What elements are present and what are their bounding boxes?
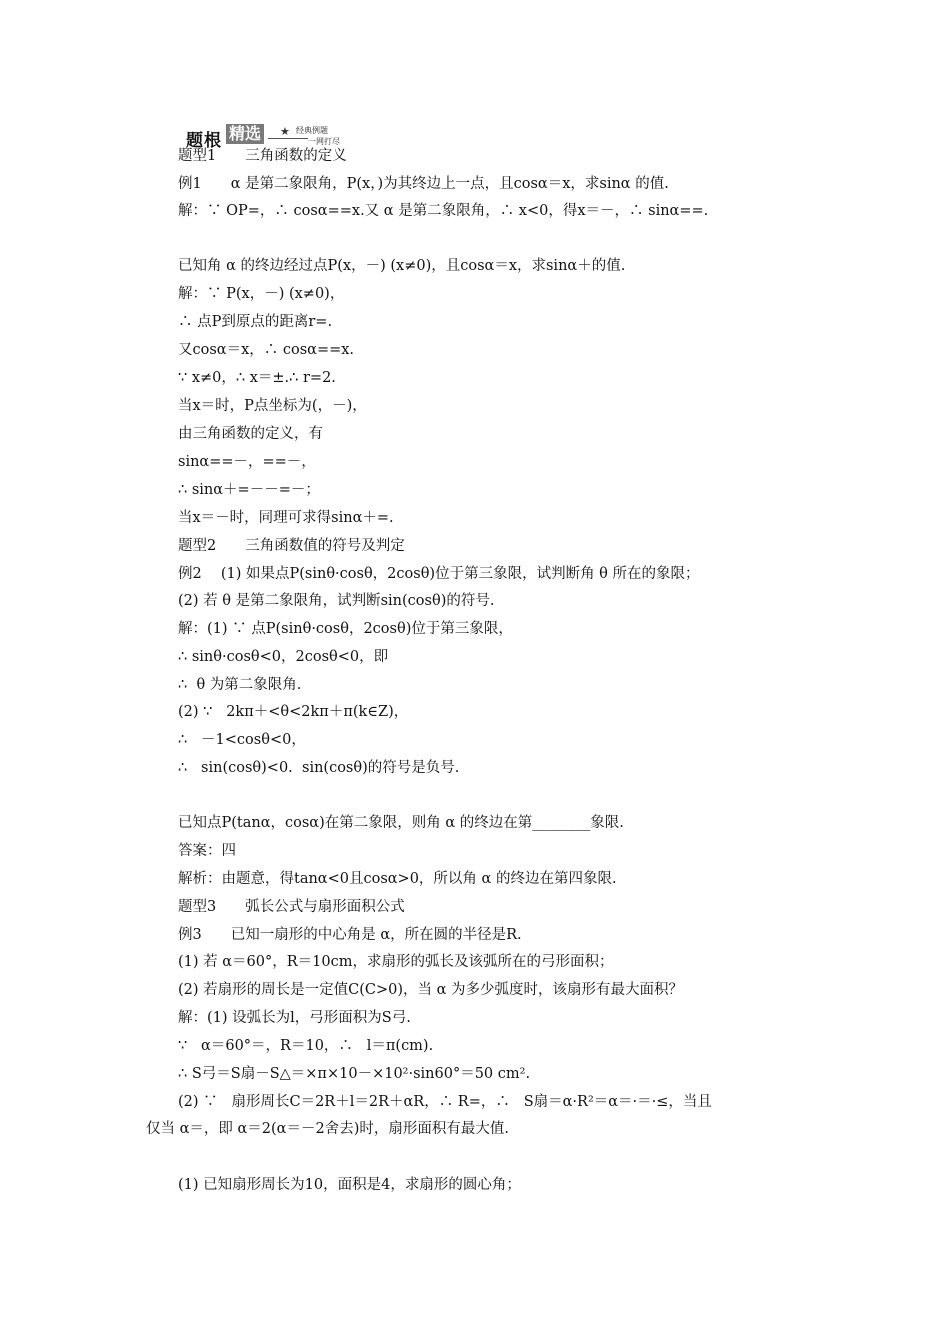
text-line: 解：(1) ∵ 点P(sinθ·cosθ，2cosθ)位于第三象限， bbox=[178, 621, 513, 637]
star-icon: ★ bbox=[280, 125, 290, 138]
text-line: 例1 α 是第二象限角，P(x，)为其终边上一点，且cosα＝x，求sinα 的值. bbox=[178, 176, 669, 192]
text-line: ∴ sinα＋=－－=－； bbox=[178, 482, 320, 498]
text-line: 例3 已知一扇形的中心角是 α，所在圆的半径是R. bbox=[178, 927, 522, 943]
text-line: (2) ∵ 扇形周长C＝2R＋l＝2R＋αR，∴ R=，∴ S扇＝α·R²＝α＝·＝·≤，当且 bbox=[178, 1094, 712, 1110]
text-line: ∴ θ 为第二象限角. bbox=[178, 677, 302, 693]
banner-title: 题根 bbox=[186, 131, 222, 151]
text-line: ∴ S弓＝S扇－S△＝×π×10－×10²·sin60°＝50 cm². bbox=[178, 1066, 531, 1082]
text-line: ∴ －1<cosθ<0， bbox=[178, 732, 306, 748]
text-line: 解析：由题意，得tanα<0且cosα>0，所以角 α 的终边在第四象限. bbox=[178, 871, 617, 887]
text-line: 解：∵ OP=，∴ cosα==x.又 α 是第二象限角，∴ x<0，得x＝－，∴ sinα==. bbox=[178, 203, 709, 219]
text-line: 题型1 三角函数的定义 bbox=[178, 148, 347, 164]
text-line: 解：(1) 设弧长为l，弓形面积为S弓. bbox=[178, 1010, 411, 1026]
text-line: 当x＝－时，同理可求得sinα＋=. bbox=[178, 510, 394, 526]
text-line: 又cosα＝x，∴ cosα==x. bbox=[178, 342, 355, 358]
text-line: ∵ α＝60°＝，R＝10，∴ l＝π(cm). bbox=[178, 1038, 434, 1054]
text-line: ∴ sin(cosθ)<0. sin(cosθ)的符号是负号. bbox=[178, 760, 460, 776]
text-line: 仅当 α＝，即 α＝2(α＝－2舍去)时，扇形面积有最大值. bbox=[146, 1121, 509, 1137]
banner-rule bbox=[268, 138, 308, 139]
text-line: sinα==－，==－， bbox=[178, 454, 316, 470]
text-line: 由三角函数的定义，有 bbox=[178, 426, 323, 442]
text-line: 已知角 α 的终边经过点P(x，－) (x≠0)，且cosα＝x，求sinα＋的值. bbox=[178, 258, 626, 274]
banner-subtitle-1: 经典例题 bbox=[296, 126, 328, 135]
text-line: 题型3 弧长公式与扇形面积公式 bbox=[178, 899, 405, 915]
text-line: (1) 若 α＝60°，R＝10cm，求扇形的弧长及该弧所在的弓形面积； bbox=[178, 954, 614, 970]
text-line: 题型2 三角函数值的符号及判定 bbox=[178, 538, 405, 554]
text-line: (2) 若 θ 是第二象限角，试判断sin(cosθ)的符号. bbox=[178, 593, 495, 609]
text-line: ∵ x≠0，∴ x＝±.∴ r=2. bbox=[178, 370, 336, 386]
text-line: 解：∵ P(x，－) (x≠0)， bbox=[178, 286, 345, 302]
banner-subtitle-2: 一网打尽 bbox=[308, 137, 340, 146]
text-line: (2) 若扇形的周长是一定值C(C>0)，当 α 为多少弧度时，该扇形有最大面积？ bbox=[178, 982, 684, 998]
text-line: (2) ∵ 2kπ＋<θ<2kπ＋π(k∈Z)， bbox=[178, 704, 409, 720]
banner-highlight: 精选 bbox=[226, 124, 264, 144]
text-line: ∴ sinθ·cosθ<0，2cosθ<0，即 bbox=[178, 649, 389, 665]
text-line: 已知点P(tanα，cosα)在第二象限，则角 α 的终边在第________象限. bbox=[178, 815, 624, 831]
text-line: 答案：四 bbox=[178, 843, 236, 859]
text-line: 例2 (1) 如果点P(sinθ·cosθ，2cosθ)位于第三象限，试判断角 θ 所在的象限； bbox=[178, 566, 700, 582]
text-line: (1) 已知扇形周长为10，面积是4，求扇形的圆心角； bbox=[178, 1177, 521, 1193]
text-line: 当x＝时，P点坐标为(，－)， bbox=[178, 398, 367, 414]
text-line: ∴ 点P到原点的距离r=. bbox=[178, 314, 333, 330]
